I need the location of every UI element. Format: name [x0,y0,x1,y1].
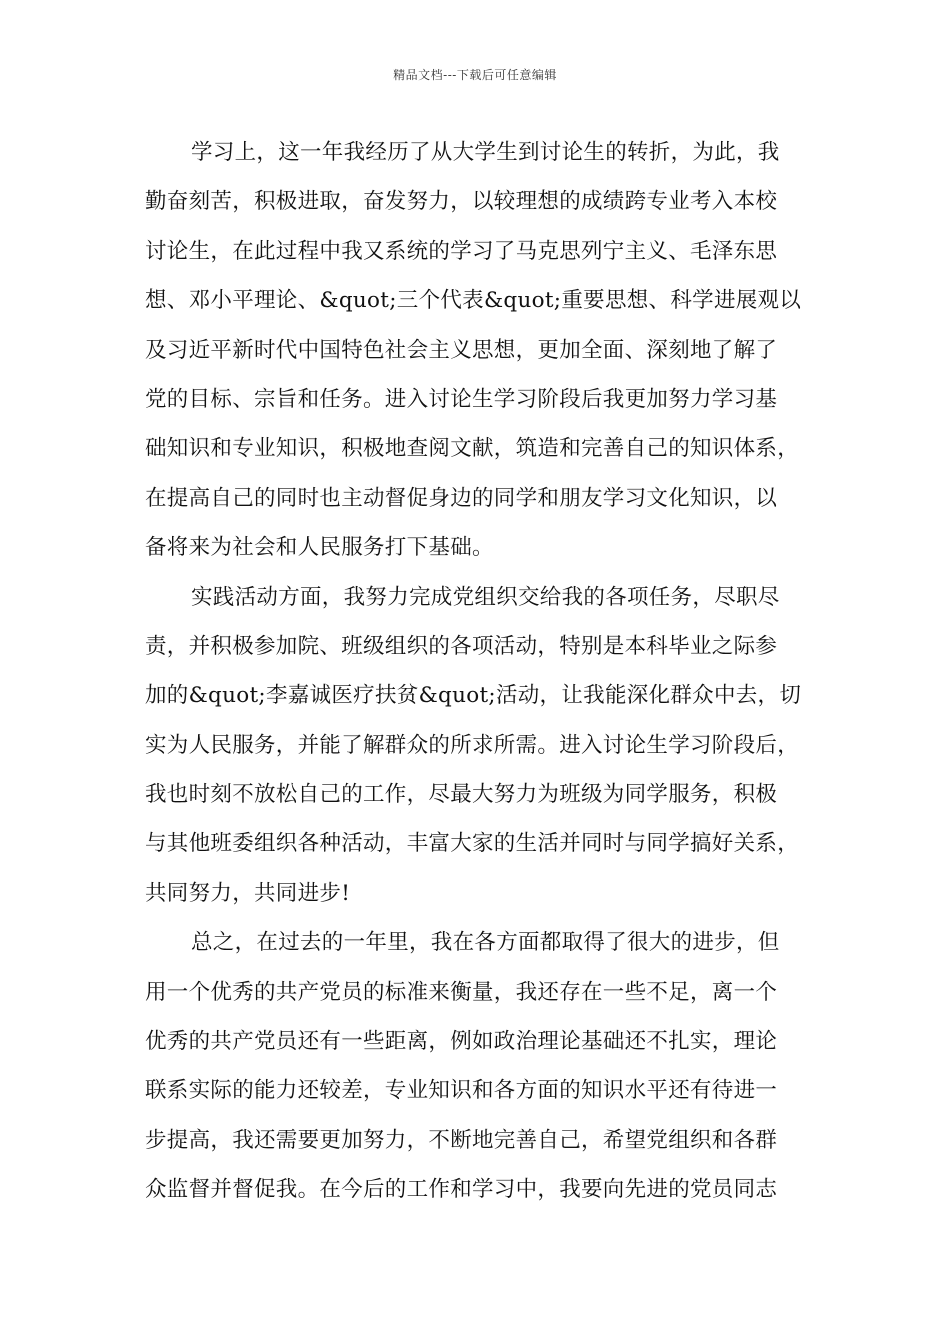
text-line: 及习近平新时代中国特色社会主义思想，更加全面、深刻地了解了 [145,337,778,363]
text-line: 我也时刻不放松自己的工作，尽最大努力为班级为同学服务，积极 [145,782,778,808]
text-line: 想、邓小平理论、&quot;三个代表&quot;重要思想、科学进展观以 [145,288,802,314]
text-line: 加的&quot;李嘉诚医疗扶贫&quot;活动，让我能深化群众中去，切 [145,683,802,709]
text-line: 党的目标、宗旨和任务。进入讨论生学习阶段后我更加努力学习基 [145,386,778,412]
text-line: 学习上，这一年我经历了从大学生到讨论生的转折，为此，我 [191,140,780,165]
text-line: 实为人民服务，并能了解群众的所求所需。进入讨论生学习阶段后， [145,732,800,758]
text-line: 众监督并督促我。在今后的工作和学习中，我要向先进的党员同志 [145,1177,778,1203]
text-line: 步提高，我还需要更加努力，不断地完善自己，希望党组织和各群 [145,1127,778,1153]
text-line: 勤奋刻苦，积极进取，奋发努力，以较理想的成绩跨专业考入本校 [145,189,778,215]
text-line: 在提高自己的同时也主动督促身边的同学和朋友学习文化知识，以 [145,485,778,511]
text-line: 总之，在过去的一年里，我在各方面都取得了很大的进步，但 [191,930,780,956]
text-line: 备将来为社会和人民服务打下基础。 [145,535,494,561]
text-line: 础知识和专业知识，积极地查阅文献，筑造和完善自己的知识体系， [145,436,800,462]
paragraph-practice [145,573,825,919]
text-line: 讨论生，在此过程中我又系统的学习了马克思列宁主义、毛泽东思 [145,238,778,264]
text-line: 实践活动方面，我努力完成党组织交给我的各项任务，尽职尽 [191,584,780,610]
text-line: 责，并积极参加院、班级组织的各项活动，特别是本科毕业之际参 [145,633,778,659]
text-line: 共同努力，共同进步! [145,880,351,906]
paragraph-study [145,128,825,573]
paragraph-summary [145,918,825,1214]
document-body [145,128,825,1215]
page-header: 精品文档---下载后可任意编辑 [393,68,557,82]
text-line: 优秀的共产党员还有一些距离，例如政治理论基础还不扎实，理论 [145,1029,778,1055]
text-line: 联系实际的能力还较差，专业知识和各方面的知识水平还有待进一 [145,1078,778,1104]
text-line: 与其他班委组织各种活动，丰富大家的生活并同时与同学搞好关系， [145,831,800,857]
text-line: 用一个优秀的共产党员的标准来衡量，我还存在一些不足，离一个 [145,979,778,1005]
